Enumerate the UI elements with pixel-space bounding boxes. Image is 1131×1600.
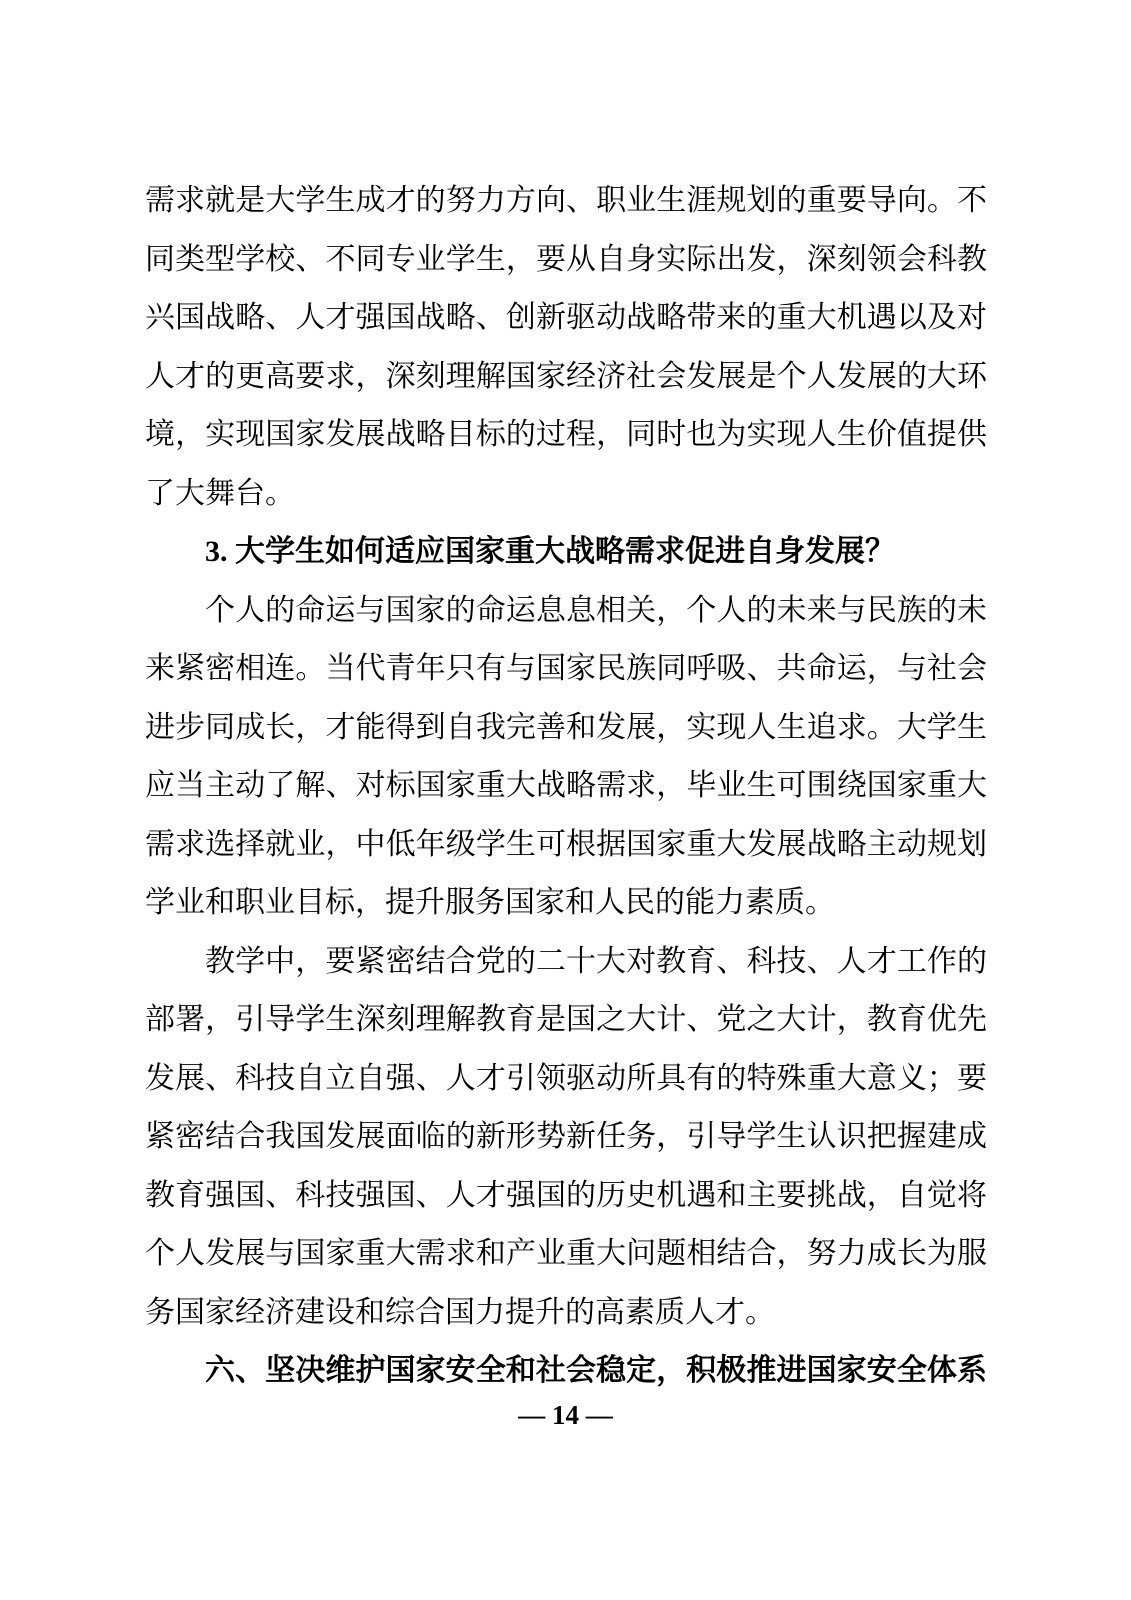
text-line: 六、坚决维护国家安全和社会稳定，积极推进国家安全体系 — [205, 1354, 987, 1387]
text-line: 教学中，要紧密结合党的二十大对教育、科技、人才工作的 — [205, 944, 987, 978]
text-line: 境，实现国家发展战略目标的过程，同时也为实现人生价值提供 — [145, 418, 987, 451]
text-line: 教育强国、科技强国、人才强国的历史机遇和主要挑战，自觉将 — [145, 1178, 987, 1212]
page-footer — [0, 1400, 1131, 1431]
text-line: 人才的更高要求，深刻理解国家经济社会发展是个人发展的大环 — [145, 359, 987, 393]
text-line: 发展、科技自立自强、人才引领驱动所具有的特殊重大意义；要 — [145, 1061, 987, 1095]
text-line: 同类型学校、不同专业学生，要从自身实际出发，深刻领会科教 — [145, 242, 987, 276]
text-line: 兴国战略、人才强国战略、创新驱动战略带来的重大机遇以及对 — [145, 301, 987, 334]
text-line: 个人发展与国家重大需求和产业重大问题相结合，努力成长为服 — [145, 1237, 987, 1270]
paragraph-continuation — [145, 172, 987, 523]
text-line: 了大舞台。 — [145, 476, 295, 510]
text-line: 来紧密相连。当代青年只有与国家民族同呼吸、共命运，与社会 — [145, 652, 987, 685]
text-line: 应当主动了解、对标国家重大战略需求，毕业生可围绕国家重大 — [145, 769, 987, 802]
page-number: — 14 — — [518, 1400, 613, 1430]
text-line: 个人的命运与国家的命运息息相关，个人的未来与民族的未 — [205, 593, 987, 627]
paragraph-personal-destiny — [145, 582, 987, 933]
text-line: 紧密结合我国发展面临的新形势新任务，引导学生认识把握建成 — [145, 1120, 987, 1153]
text-block — [145, 172, 987, 1401]
text-line: 务国家经济建设和综合国力提升的高素质人才。 — [145, 1295, 775, 1329]
heading-section-6 — [145, 1342, 987, 1401]
paragraph-teaching — [145, 933, 987, 1343]
text-line: 3. 大学生如何适应国家重大战略需求促进自身发展？ — [205, 535, 895, 568]
heading-question-3 — [145, 523, 987, 582]
text-line: 需求就是大学生成才的努力方向、职业生涯规划的重要导向。不 — [145, 184, 987, 217]
text-line: 部署，引导学生深刻理解教育是国之大计、党之大计，教育优先 — [145, 1003, 987, 1036]
text-line: 学业和职业目标，提升服务国家和人民的能力素质。 — [145, 886, 835, 919]
text-line: 需求选择就业，中低年级学生可根据国家重大发展战略主动规划 — [145, 827, 987, 861]
text-line: 进步同成长，才能得到自我完善和发展，实现人生追求。大学生 — [145, 710, 987, 744]
